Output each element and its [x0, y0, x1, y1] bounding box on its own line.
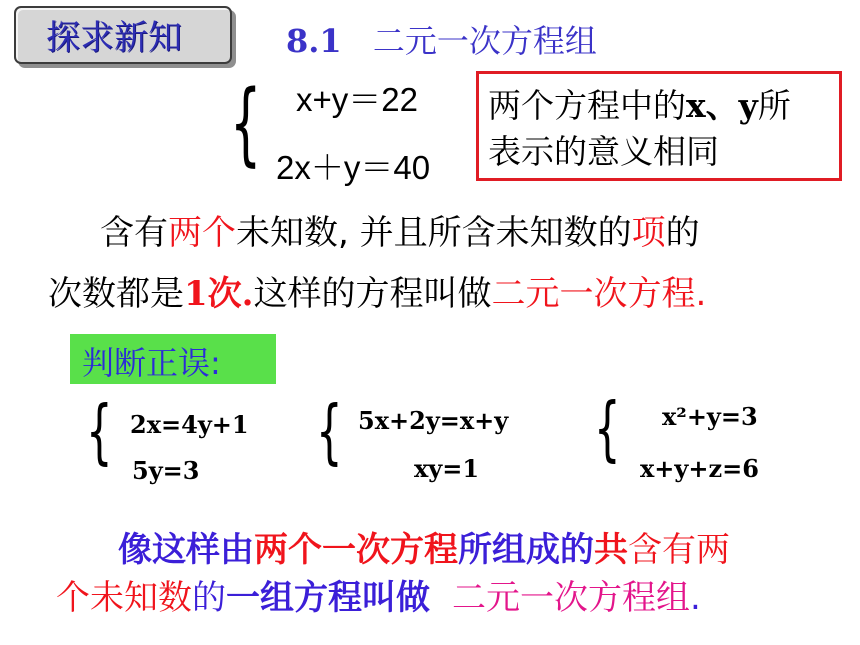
system-equation-2: 2x＋y＝40: [276, 149, 431, 186]
note-text-c: 所: [757, 86, 791, 125]
summary-line-1: [118, 522, 730, 571]
def-text-1: 含有: [100, 213, 168, 253]
note-text-a: 两个方程中的: [488, 86, 686, 125]
summary-highlight-common: 共: [594, 530, 628, 570]
summary-text-5: 一组方程叫做: [226, 578, 430, 618]
summary-highlight-equations: 两个一次方程: [254, 530, 458, 570]
example-3-brace: {: [594, 388, 621, 471]
definition-line-2: [48, 266, 706, 315]
summary-highlight-unknowns: 个未知数: [56, 578, 192, 618]
def-highlight-two: 两个: [168, 213, 236, 253]
note-text-b: x、y: [686, 86, 758, 125]
summary-text-3: 含有两: [628, 530, 730, 570]
system-brace: {: [230, 70, 262, 176]
note-line-2: 表示的意义相同: [488, 132, 719, 171]
example-1-equation-1: 2x=4y+1: [130, 410, 249, 439]
summary-text-2: 所组成的: [458, 530, 594, 570]
def-text-4: 次数都是: [48, 274, 184, 314]
definition-line-1: [100, 205, 700, 254]
def-highlight-degree: 1次.: [184, 274, 254, 314]
example-2-equation-1: 5x+2y=x+y: [358, 406, 509, 435]
def-text-3: 的: [665, 213, 700, 253]
note-line-1: [488, 80, 791, 127]
section-title: 二元一次方程组: [372, 22, 597, 60]
example-3-equation-2: x+y+z=6: [640, 454, 759, 483]
def-text-2: 未知数, 并且所含未知数的: [236, 213, 632, 253]
summary-term-name: 二元一次方程组: [452, 578, 690, 618]
summary-text-4: 的: [192, 578, 226, 618]
summary-text-1: 像这样由: [118, 530, 254, 570]
example-1-equation-2: 5y=3: [132, 456, 200, 485]
summary-period: .: [690, 578, 701, 618]
section-tag-label: 探求新知: [46, 18, 182, 58]
def-highlight-term-name: 二元一次方程.: [491, 274, 707, 314]
system-equation-1: x+y＝22: [296, 81, 418, 118]
def-text-5: 这样的方程叫做: [253, 274, 492, 314]
def-highlight-term: 项: [631, 213, 666, 253]
page-title: [286, 16, 597, 62]
judge-label: 判断正误:: [82, 344, 221, 382]
section-number: 8.1: [286, 22, 342, 60]
example-2-brace: {: [316, 391, 343, 474]
example-1-brace: {: [86, 391, 113, 474]
example-2-equation-2: xy=1: [414, 454, 480, 483]
summary-line-2: [56, 570, 701, 619]
example-3-equation-1: x²+y=3: [662, 402, 758, 431]
